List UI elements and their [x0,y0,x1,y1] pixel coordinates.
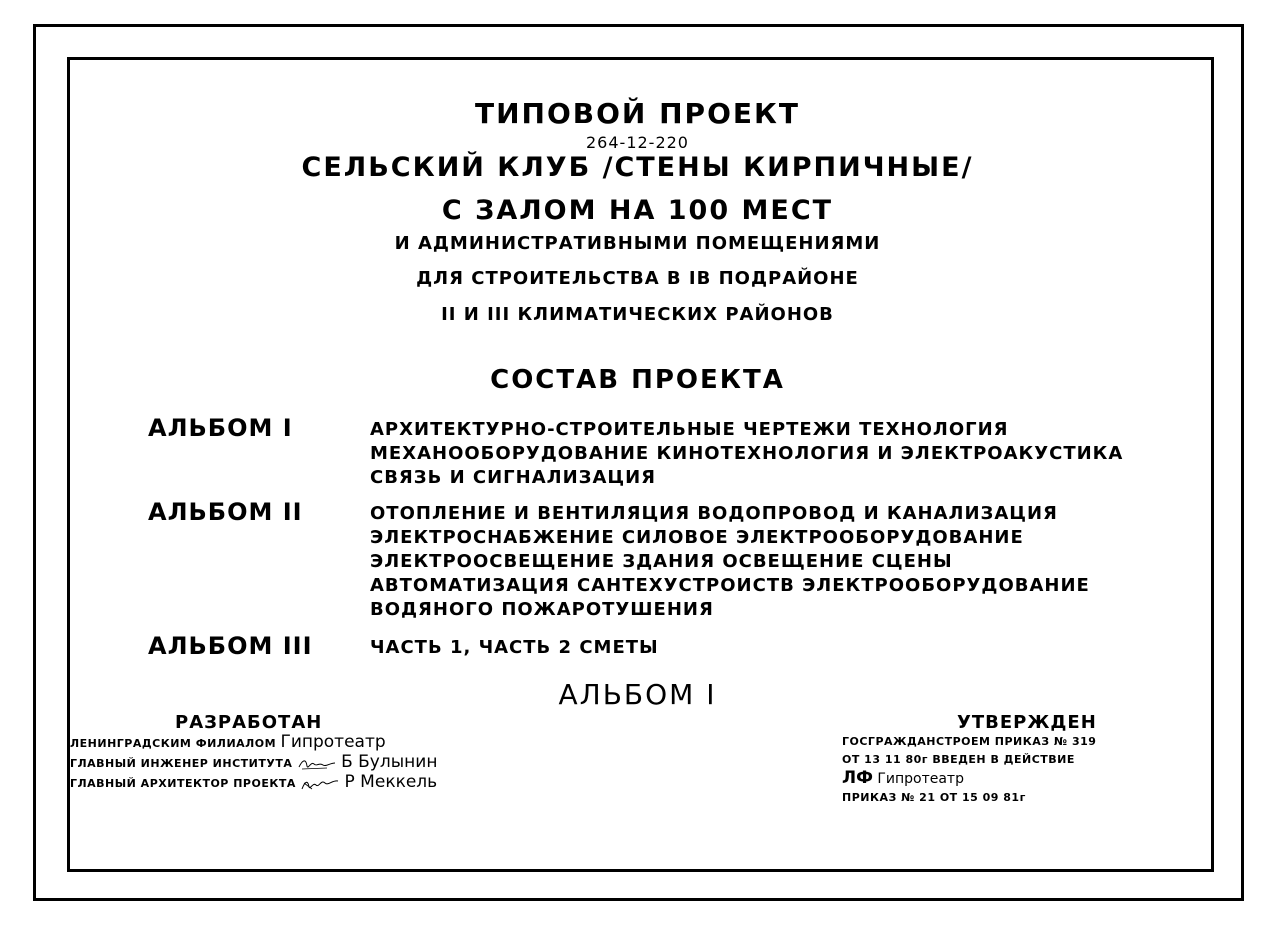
developed-org-name: Гипротеатр [280,732,386,752]
developed-heading: РАЗРАБОТАН [175,712,323,733]
album-2-description [370,502,1090,622]
composition-heading: СОСТАВ ПРОЕКТА [490,365,785,395]
album-1-description [370,418,1123,490]
developed-line-1 [70,733,540,753]
current-album: АЛЬБОМ I [558,678,717,711]
approved-line-3-prefix: ЛФ [842,768,873,788]
approved-line-1: ГОСГРАЖДАНСТРОЕМ ПРИКАЗ № 319 [842,735,1097,748]
project-number: 264-12-220 [586,133,689,152]
album-3-label: АЛЬБОМ III [148,632,313,660]
title-line-3: С ЗАЛОМ НА 100 МЕСТ [441,195,834,226]
approved-line-4: ПРИКАЗ № 21 ОТ 15 09 81г [842,791,1026,804]
album-3-line: ЧАСТЬ 1, ЧАСТЬ 2 СМЕТЫ [370,637,659,658]
album-1-line: СВЯЗЬ И СИГНАЛИЗАЦИЯ [370,467,656,488]
chief-architect-name: Р Меккель [344,772,438,792]
title-line-6: II И III КЛИМАТИЧЕСКИХ РАЙОНОВ [441,304,834,325]
developed-line-1-prefix: ЛЕНИНГРАДСКИМ ФИЛИАЛОМ [70,737,277,750]
approved-line-2: ОТ 13 11 80г ВВЕДЕН В ДЕЙСТВИЕ [842,753,1075,766]
chief-engineer-signature [297,757,337,771]
album-1-label: АЛЬБОМ I [148,414,293,442]
album-1-line: АРХИТЕКТУРНО-СТРОИТЕЛЬНЫЕ ЧЕРТЕЖИ ТЕХНОЛОГИЯ [370,419,1009,440]
album-2-label: АЛЬБОМ II [148,498,303,526]
album-2-line: АВТОМАТИЗАЦИЯ САНТЕХУСТРОИСТВ ЭЛЕКТРООБОРУДОВАНИЕ [370,575,1090,596]
album-2-line: ВОДЯНОГО ПОЖАРОТУШЕНИЯ [370,599,714,620]
chief-engineer-name: Б Булынин [341,752,438,772]
album-2-line: ЭЛЕКТРОСНАБЖЕНИЕ СИЛОВОЕ ЭЛЕКТРООБОРУДОВАНИЕ [370,527,1024,548]
title-line-5: ДЛЯ СТРОИТЕЛЬСТВА В IB ПОДРАЙОНЕ [416,268,859,289]
developed-block [70,712,540,793]
album-1-line: МЕХАНООБОРУДОВАНИЕ КИНОТЕХНОЛОГИЯ И ЭЛЕКТРОАКУСТИКА [370,443,1124,464]
title-line-2: СЕЛЬСКИЙ КЛУБ /СТЕНЫ КИРПИЧНЫЕ/ [301,152,974,183]
approved-org-name: Гипротеатр [877,771,964,787]
album-2-line: ЭЛЕКТРООСВЕЩЕНИЕ ЗДАНИЯ ОСВЕЩЕНИЕ СЦЕНЫ [370,551,953,572]
developed-line-2-prefix: ГЛАВНЫЙ ИНЖЕНЕР ИНСТИТУТА [70,757,293,770]
developed-line-3-prefix: ГЛАВНЫЙ АРХИТЕКТОР ПРОЕКТА [70,777,296,790]
developed-line-2 [70,753,540,773]
approved-block [842,712,1212,807]
developed-line-3 [70,773,540,793]
album-2-line: ОТОПЛЕНИЕ И ВЕНТИЛЯЦИЯ ВОДОПРОВОД И КАНАЛИЗАЦИЯ [370,503,1058,524]
approved-line-3 [842,769,1212,789]
chief-architect-signature [300,777,340,791]
approved-heading: УТВЕРЖДЕН [957,712,1097,733]
title-line-4: И АДМИНИСТРАТИВНЫМИ ПОМЕЩЕНИЯМИ [394,233,881,254]
album-3-description [370,636,659,660]
title-line-1: ТИПОВОЙ ПРОЕКТ [475,97,800,130]
